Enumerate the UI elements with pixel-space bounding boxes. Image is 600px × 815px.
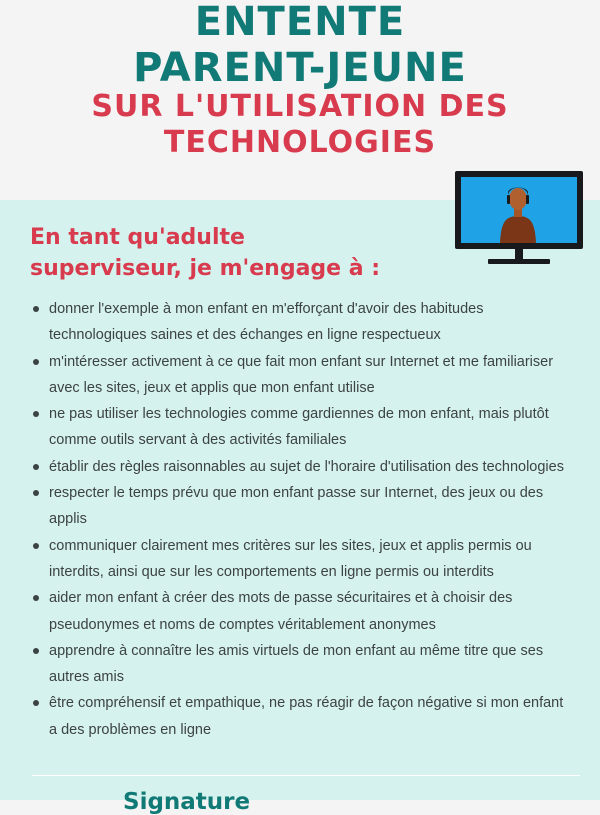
bullet-icon (33, 595, 39, 601)
list-item (30, 349, 575, 402)
list-item-text: aider mon enfant à créer des mots de passe sécuritaires et à choisir des pseudonymes et noms de comptes véritablement anonymes (49, 590, 513, 633)
list-item-text: apprendre à connaître les amis virtuels de mon enfant au même titre que ses autres amis (49, 642, 544, 686)
divider (32, 775, 580, 776)
list-item-text: être compréhensif et empathique, ne pas réagir de façon négative si mon enfant a des problèmes en ligne (49, 695, 564, 738)
list-item (30, 480, 575, 533)
list-item-text: donner l'exemple à mon enfant en m'efforçant d'avoir des habitudes technologiques saines et des échanges en ligne respectueux (49, 301, 484, 344)
bullet-icon (33, 648, 39, 654)
list-item-text: établir des règles raisonnables au sujet de l'horaire d'utilisation des technologies (49, 458, 564, 475)
list-item-text: m'intéresser activement à ce que fait mon enfant sur Internet et me familiariser avec les sites, jeux et applis que mon enfant utilise (49, 353, 554, 396)
list-item (30, 296, 575, 349)
bullet-icon (33, 359, 39, 365)
list-item (30, 454, 575, 480)
list-item (30, 585, 575, 638)
page-title-line-2: PARENT-JEUNE (133, 45, 467, 91)
bullet-icon (33, 464, 39, 470)
list-item (30, 401, 575, 454)
section-heading-line-1: En tant qu'adulte (30, 225, 245, 250)
signature-label: Signature (123, 789, 251, 815)
list-item-text: communiquer clairement mes critères sur les sites, jeux et applis permis ou interdits, ainsi que sur les comportements en ligne permis ou interdits (49, 537, 532, 580)
computer-monitor-icon (455, 171, 583, 265)
list-item (30, 533, 575, 586)
page-subtitle-line-1: SUR L'UTILISATION DES (91, 89, 509, 124)
page-subtitle-line-2: TECHNOLOGIES (163, 125, 437, 160)
bullet-icon (33, 306, 39, 312)
commitments-list (30, 296, 575, 743)
list-item-text: ne pas utiliser les technologies comme gardiennes de mon enfant, mais plutôt comme outils servant à des activités familiales (49, 406, 549, 449)
commitments-panel (0, 200, 600, 815)
page-title-line-1: ENTENTE (194, 0, 406, 45)
list-item-text: respecter le temps prévu que mon enfant passe sur Internet, des jeux ou des applis (49, 485, 544, 528)
bullet-icon (33, 543, 39, 549)
section-heading (30, 222, 410, 284)
list-item (30, 690, 575, 743)
bullet-icon (33, 490, 39, 496)
bullet-icon (33, 700, 39, 706)
bullet-icon (33, 411, 39, 417)
section-heading-line-2: superviseur, je m'engage à : (30, 256, 381, 281)
header (0, 0, 600, 200)
list-item (30, 638, 575, 691)
